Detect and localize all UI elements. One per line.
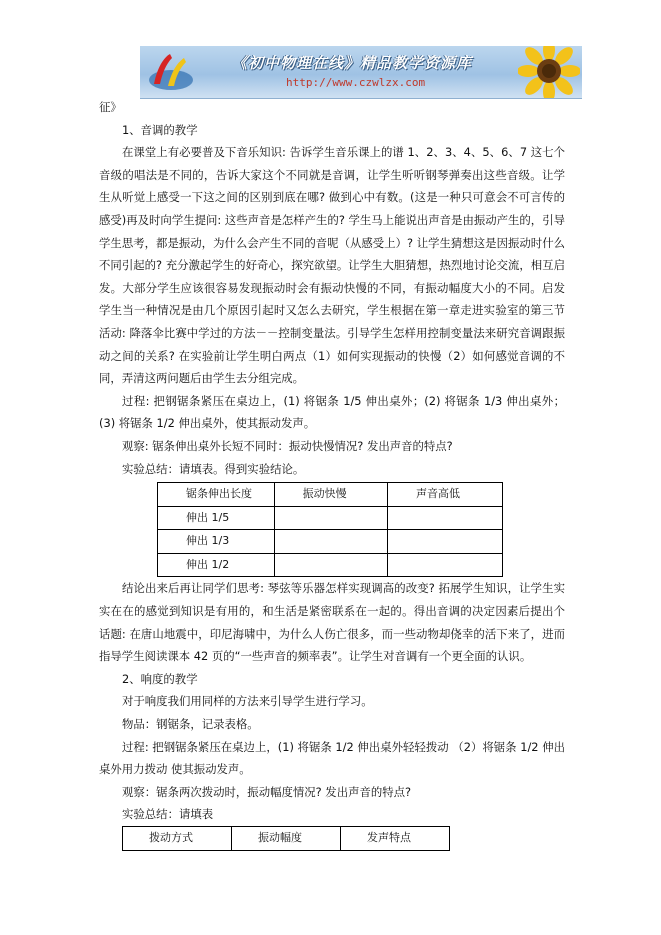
paragraph-intro: 在课堂上有必要普及下音乐知识: 告诉学生音乐课上的谱 1、2、3、4、5、6、7 这七个音级的唱法是不同的，告诉大家这个不同就是音调，让学生听听钢琴弹奏出这些音级。让学生从听觉上感受一下这之间的区别到底在哪? 做到心中有数。(这是一种只可意会不可言传的感受)再及时向学生提问: 这些声音是怎样产生的? 学生马上能说出声音是由振动产生的，引导学生思考，都是振动，为什么会产生不同的音呢（从感受上）? 让学生猜想这是因振动时什么不同引起的? 充分激起学生的好奇心，探究欲望。让学生大胆猜想，热烈地讨论交流，相互启发。大部分学生应该很容易发现振动时会有振动快慢的不同，有振动幅度大小的不同。启发学生当一种情况是由几个原因引起时又怎么去研究，学生根据在第一章走进实验室的第三节活动: 降落伞比赛中学过的方法－－控制变量法。引导学生怎样用控制变量法来研究音调跟振动之间的关系? 在实验前让学生明白两点（1）如何实现振动的快慢（2）如何感觉音调的不同，弄清这两问题后由学生去分组完成。 — [99, 145, 565, 386]
pitch-table — [157, 482, 503, 577]
table-cell — [274, 506, 387, 530]
banner-url: http://www.czwlzx.com — [286, 76, 426, 89]
table-cell: 伸出 1/5 — [158, 506, 275, 530]
paragraph-conclusion: 结论出来后再让同学们思考: 琴弦等乐器怎样实现调高的改变? 拓展学生知识，让学生实实在在的感觉到知识是有用的，和生活是紧密联系在一起的。得出音调的决定因素后提出个话题: 在唐山地震中，印尼海啸中，为什么人伤亡很多，而一些动物却侥幸的活下来了，进而指导学生阅读课本 42 页的“一些声音的频率表”。让学生对音调有一个更全面的认识。 — [99, 581, 565, 664]
table-cell — [388, 530, 503, 554]
table-header-cell: 发声特点 — [341, 827, 450, 851]
table-cell: 伸出 1/2 — [158, 553, 275, 577]
table-cell — [388, 506, 503, 530]
paragraph-fragment: 征》 — [99, 100, 122, 114]
table-header-row — [123, 827, 450, 851]
table-header-cell: 振动快慢 — [274, 483, 387, 507]
loudness-table — [122, 826, 450, 851]
site-logo-icon — [148, 50, 194, 94]
table-cell: 伸出 1/3 — [158, 530, 275, 554]
paragraph-materials: 物品：钢锯条，记录表格。 — [122, 717, 259, 732]
paragraph-loudness-observe: 观察：锯条两次拨动时，振动幅度情况? 发出声音的特点? — [122, 784, 412, 799]
paragraph-loudness-summary: 实验总结：请填表 — [122, 807, 214, 822]
table-header-cell: 拨动方式 — [123, 827, 232, 851]
table-header-cell: 声音高低 — [388, 483, 503, 507]
document-body — [99, 96, 565, 851]
section-heading-pitch: 1、音调的教学 — [122, 122, 198, 137]
table-header-cell: 振动幅度 — [232, 827, 341, 851]
paragraph-loudness-process: 过程: 把钢锯条紧压在桌边上，(1) 将锯条 1/2 伸出桌外轻轻拨动 （2）将锯条 1/2 伸出桌外用力拨动 使其振动发声。 — [99, 739, 565, 777]
paragraph-loudness-intro: 对于响度我们用同样的方法来引导学生进行学习。 — [122, 694, 373, 709]
paragraph-summary: 实验总结：请填表。得到实验结论。 — [122, 461, 305, 476]
header-banner — [140, 46, 582, 99]
banner-title: 《初中物理在线》精品教学资源库 — [232, 54, 473, 72]
table-cell — [274, 553, 387, 577]
table-row — [158, 506, 503, 530]
table-cell — [274, 530, 387, 554]
table-header-row — [158, 483, 503, 507]
section-heading-loudness: 2、响度的教学 — [122, 671, 198, 686]
paragraph-process: 过程: 把钢锯条紧压在桌边上，(1) 将锯条 1/5 伸出桌外；(2) 将锯条 1/3 伸出桌外；(3) 将锯条 1/2 伸出桌外，使其振动发声。 — [99, 393, 565, 431]
table-row — [158, 530, 503, 554]
sunflower-icon — [518, 46, 580, 99]
table-header-cell: 锯条伸出长度 — [158, 483, 275, 507]
table-cell — [388, 553, 503, 577]
paragraph-observe: 观察: 锯条伸出桌外长短不同时：振动快慢情况? 发出声音的特点? — [122, 438, 453, 453]
table-row — [158, 553, 503, 577]
